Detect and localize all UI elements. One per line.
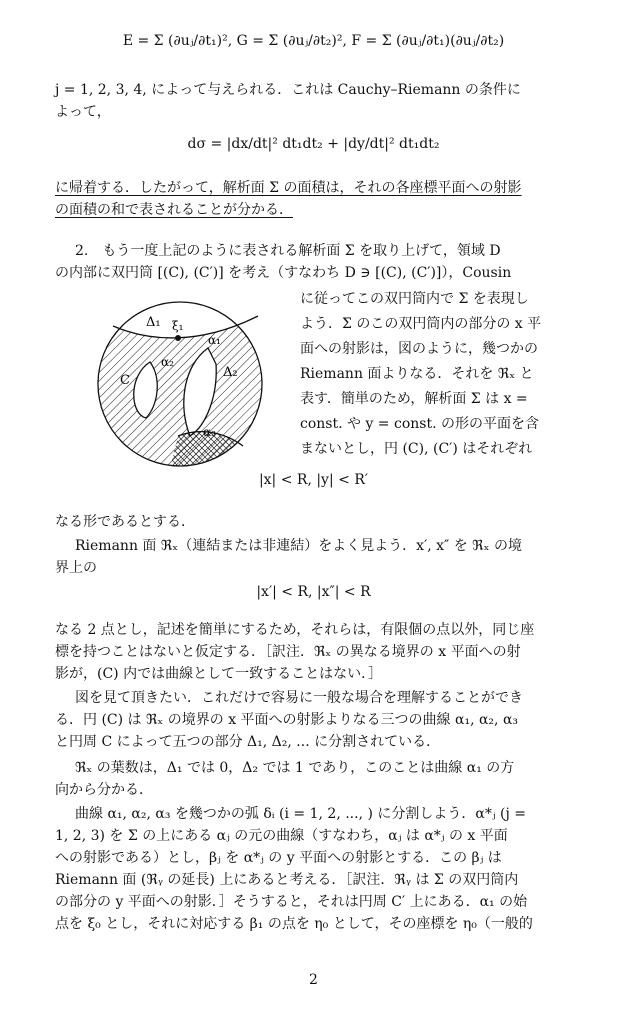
wrap-line: まないとし，円 (C), (C′) はそれぞれ [300,441,533,457]
text-line: 点を ξ₀ とし，それに対応する β₁ の点を η₀ として，その座標を η₀（一般的 [55,916,533,932]
wrap-line: const. や y = const. の形の平面を含 [300,416,539,432]
page-number: 2 [309,972,318,988]
wrap-line: に従ってこの双円筒内で Σ を表現し [300,291,529,307]
label-c: C [120,373,130,388]
text-line: j = 1, 2, 3, 4, によって与えられる．これは Cauchy–Riemann の条件に [55,82,521,98]
text-line: の部分の y 平面への射影．］そうすると，それは円周 C′ 上にある．α₁ の始 [55,894,528,910]
text-line: への射影である）とし，βⱼ を α*ⱼ の y 平面への射影とする．この βⱼ は [55,850,502,866]
label-delta1: Δ₁ [146,315,161,330]
point-xi1 [175,335,181,341]
text-line [55,200,575,220]
text-line: Riemann 面 (ℜᵧ の延長) 上にあると考える．［訳注．ℜᵧ は Σ の双円筒内 [55,872,519,888]
text-line: 曲線 α₁, α₂, α₃ を幾つかの弧 δᵢ (i = 1, 2, ..., ) に分割しよう．α*ⱼ (j = [75,806,526,822]
wrap-line: 面への射影は，図のように，幾つかの [300,341,538,357]
text-line: の内部に双円筒 [(C), (C′)] を考え（すなわち D ∋ [(C), (C′)]），Cousin [55,265,512,281]
text-line: 1, 2, 3) を Σ の上にある αⱼ の元の曲線（すなわち，αⱼ は α*ⱼ の x 平面 [55,828,508,844]
wrap-line: Riemann 面よりなる．それを ℜₓ と [300,366,534,382]
label-xi1: ξ₁ [172,319,184,333]
text-line [55,178,575,198]
equation-abs-x2: |x′| < R, |x″| < R [256,584,371,600]
text-line: る．円 (C) は ℜₓ の境界の x 平面への射影よりなる三つの曲線 α₁, α₂, α₃ [55,712,519,728]
equation-efg: E = Σ (∂uⱼ/∂t₁)², G = Σ (∂uⱼ/∂t₂)², F = Σ (∂uⱼ/∂t₁)(∂uⱼ/∂t₂) [122,33,505,49]
equation-dsigma: dσ = |dx/dt|² dt₁dt₂ + |dy/dt|² dt₁dt₂ [187,136,440,152]
text-line: と円周 C によって五つの部分 Δ₁, Δ₂, ... に分割されている． [55,734,441,750]
text-line: 界上の [55,560,97,576]
text-line: よって， [55,104,111,120]
text-line: 標を持つことはないと仮定する．［訳注．ℜₓ の異なる境界の x 平面への射 [55,644,521,660]
label-alpha3: α₃ [203,425,216,439]
label-delta2: Δ₂ [223,365,238,380]
text-line: ℜₓ の葉数は，Δ₁ では 0，Δ₂ では 1 であり，このことは曲線 α₁ の方 [75,760,515,776]
underlined-text: に帰着する．したがって，解析面 Σ の面積は，それの各座標平面への射影 [55,180,522,196]
underlined-text: の面積の和で表されることが分かる． [55,202,293,218]
riemann-figure [58,286,278,476]
label-alpha1: α₁ [208,333,221,347]
equation-abs-xy: |x| < R, |y| < R′ [258,472,369,488]
text-line: 図を見て頂きたい．これだけで容易に一般な場合を理解することができ [75,690,523,706]
wrap-line: よう．Σ のこの双円筒内の部分の x 平 [300,316,542,332]
label-alpha2: α₂ [161,355,174,369]
wrap-line: 表す．簡単のため，解析面 Σ は x = [300,391,528,407]
text-line: 向から分かる． [55,782,153,798]
text-line: なる 2 点とし，記述を簡単にするため，それらは，有限個の点以外，同じ座 [55,622,535,638]
text-line: 影が，(C) 内では曲線として一致することはない．］ [55,666,383,682]
text-line: Riemann 面 ℜₓ（連結または非連結）をよく見よう．x′, x″ を ℜₓ の境 [75,538,522,554]
section-heading-line: 2. もう一度上記のように表される解析面 Σ を取り上げて，領域 D [75,243,501,259]
text-line: なる形であるとする． [55,514,195,530]
